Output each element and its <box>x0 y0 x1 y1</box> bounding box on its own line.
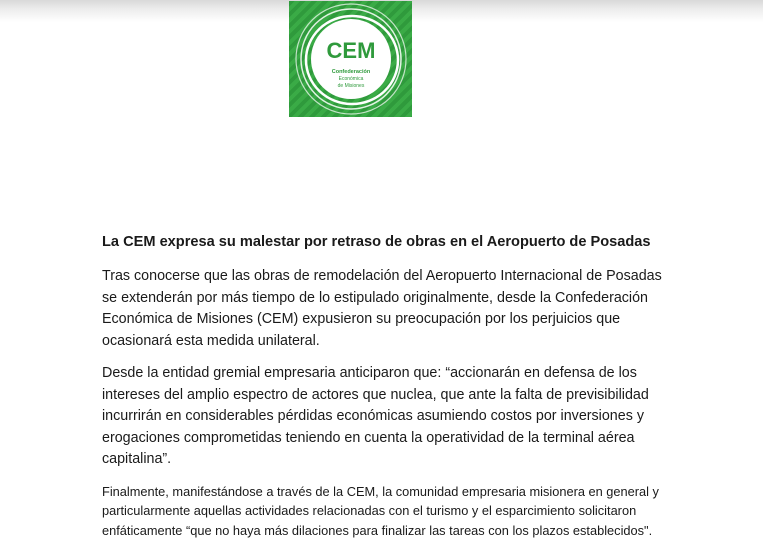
article-title: La CEM expresa su malestar por retraso de obras en el Aeropuerto de Posadas <box>102 234 651 250</box>
cem-logo-graphic <box>289 1 412 117</box>
logo-mark: CEM <box>326 38 376 63</box>
cem-logo <box>289 1 412 117</box>
logo-line2: Económica <box>338 76 364 82</box>
article-paragraph-2: Desde la entidad gremial empresaria anticiparon que: “accionarán en defensa de los intereses del amplio espectro de actores que nuclea, que ante la falta de previsibilidad incurrirán en considerables pérdidas económicas asumiendo costos por inversiones y erogaciones comprometidas teniendo en cuenta la operatividad de la terminal aérea capitalina”. <box>102 365 649 467</box>
article-paragraph-1: Tras conocerse que las obras de remodelación del Aeropuerto Internacional de Posadas se extenderán por más tiempo de lo estipulado originalmente, desde la Confederación Económica de Misiones (CEM) expusieron su preocupación por los perjuicios que ocasionará esta medida unilateral. <box>102 268 662 349</box>
article-paragraph-3: Finalmente, manifestándose a través de la CEM, la comunidad empresaria misionera en general y particularmente aquellas actividades relacionadas con el turismo y el esparcimiento solicitaron enfáticamente “que no haya más dilaciones para finalizar las tareas con los plazos establecidos". <box>102 483 659 538</box>
logo-line1: Confederación <box>331 69 371 75</box>
article <box>102 231 677 551</box>
logo-line3: de Misiones <box>337 83 365 89</box>
